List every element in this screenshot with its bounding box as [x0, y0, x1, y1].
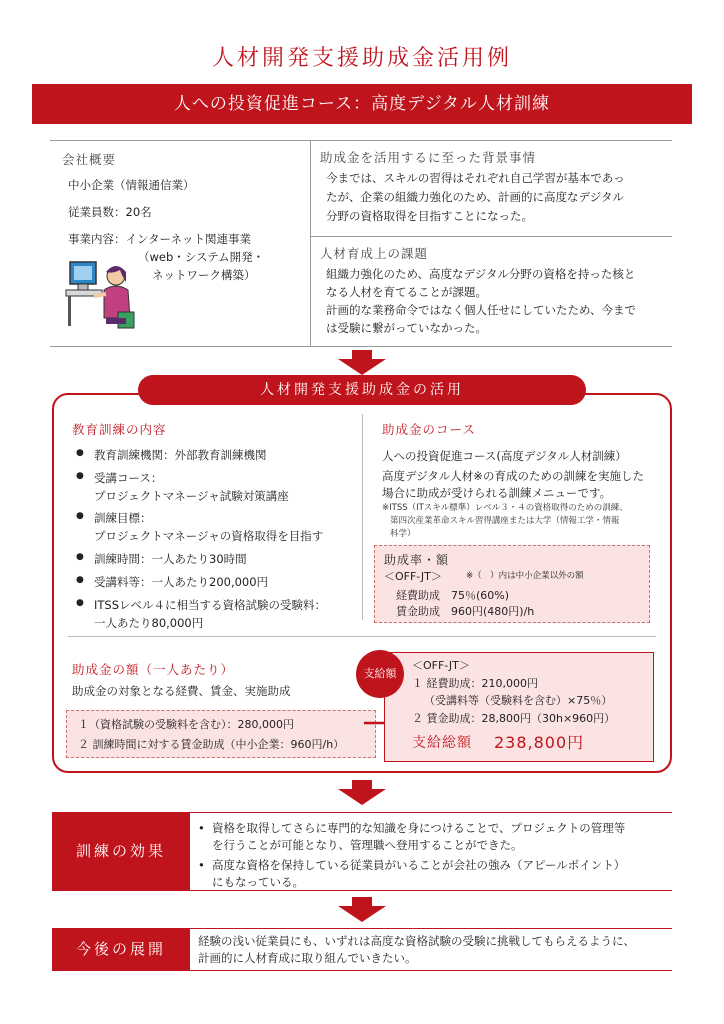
- future-line-2: 計画的に人材育成に取り組んでいきたい。: [198, 951, 417, 965]
- course-note-1: ※ITSS（ITスキル標準）レベル３・４の資格取得のための訓練、: [382, 503, 628, 513]
- usage-pill: 人材開発支援助成金の活用: [138, 375, 586, 405]
- payment-total-value: 238,800円: [494, 733, 585, 752]
- training-list: [76, 447, 356, 632]
- page-title: 人材開発支援助成金活用例: [211, 46, 512, 71]
- training-item: ● ITSSレベル４に相当する資格試験の受験料：: [76, 597, 356, 615]
- column-divider: [310, 140, 311, 346]
- person-at-computer-icon: [64, 256, 138, 332]
- amount-line-2: ２ 訓練時間に対する賃金助成（中小企業：960円/h）: [78, 738, 345, 751]
- amount-heading: 助成金の額（一人あたり）: [72, 662, 235, 677]
- amount-line-1: １（資格試験の受験料を含む）：280,000円: [78, 718, 294, 731]
- future-bottom-line: [52, 970, 672, 971]
- issues-text-2: なる人材を育てることが課題。: [326, 285, 487, 299]
- down-arrow-head: [338, 789, 386, 805]
- down-arrow-head: [338, 906, 386, 922]
- training-heading: 教育訓練の内容: [72, 422, 167, 437]
- course-note-3: 科学）: [390, 529, 416, 539]
- bottom-divider: [50, 346, 672, 347]
- effect-top-line: [52, 812, 672, 813]
- effect-item-1: • 資格を取得してさらに専門的な知識を身につけることで、プロジェクトの管理等: [196, 820, 670, 837]
- right-divider: [311, 236, 672, 237]
- rate-offjt: ＜OFF-JT＞: [384, 570, 442, 583]
- course-name: 人への投資促進コース(高度デジタル人材訓練）: [382, 449, 627, 463]
- training-item-cont: 一人あたり80,000円: [94, 615, 204, 630]
- rate-wage: 賃金助成 960円(480円)/h: [396, 605, 535, 618]
- course-heading: 助成金のコース: [382, 422, 476, 437]
- future-text: [198, 933, 635, 967]
- background-heading: 助成金を活用するに至った背景事情: [320, 150, 537, 165]
- issues-text-4: は受験に繋がっていなかった。: [326, 321, 487, 335]
- training-item: ● 教育訓練機関：外部教育訓練機関: [76, 447, 356, 465]
- payment-line-2: （受講料等（受験料を含む）×75％）: [424, 694, 613, 707]
- payment-line-3: ２ 賃金助成：28,800円（30h×960円）: [412, 712, 616, 725]
- down-arrow-head: [338, 359, 386, 375]
- payment-total-label: 支給総額: [412, 735, 472, 751]
- company-size: 中小企業（情報通信業）: [68, 178, 195, 192]
- usage-column-divider: [362, 414, 363, 620]
- background-text-1: 今までは、スキルの習得はそれぞれ自己学習が基本であっ: [326, 171, 625, 185]
- top-divider: [50, 140, 672, 141]
- effect-label: 訓練の効果: [52, 812, 190, 890]
- payment-badge: 支給額: [356, 650, 404, 698]
- effect-item-1-cont: を行うことが可能となり、管理職へ登用することができた。: [212, 838, 523, 852]
- training-item: ● 訓練時間：一人あたり30時間: [76, 551, 356, 569]
- company-heading: 会社概要: [62, 152, 117, 167]
- amount-sub: 助成金の対象となる経費、賃金、実施助成: [72, 684, 291, 698]
- training-item-cont: プロジェクトマネージャ試験対策講座: [94, 488, 289, 503]
- course-desc-2: 場合に助成が受けられる訓練メニューです。: [382, 486, 612, 500]
- future-label: 今後の展開: [52, 928, 190, 970]
- company-business: 事業内容：インターネット関連事業: [68, 232, 251, 246]
- background-text-3: 分野の資格取得を目指すことになった。: [326, 209, 533, 223]
- rate-note: ※（ ）内は中小企業以外の額: [466, 571, 584, 581]
- training-item: ● 受講コース：: [76, 470, 356, 488]
- payment-line-1: １ 経費助成：210,000円: [412, 677, 538, 690]
- effect-item-2-cont: にもなっている。: [212, 875, 304, 889]
- background-text-2: たが、企業の組織力強化のため、計画的に高度なデジタル: [326, 190, 624, 204]
- training-item-cont: プロジェクトマネージャの資格取得を目指す: [94, 529, 324, 544]
- rate-heading: 助成率・額: [384, 553, 450, 567]
- issues-text-3: 計画的な業務命令ではなく個人任せにしていたため、今まで: [326, 303, 637, 317]
- rate-cost: 経費助成 75％(60%): [396, 589, 510, 602]
- training-item: ● 受講料等：一人あたり200,000円: [76, 574, 356, 592]
- issues-text-1: 組織力強化のため、高度なデジタル分野の資格を持った核と: [326, 267, 636, 281]
- training-item: ● 訓練目標：: [76, 510, 356, 528]
- course-banner: 人への投資促進コース：高度デジタル人材訓練: [32, 84, 692, 124]
- effect-list: [196, 820, 670, 891]
- company-employees: 従業員数：20名: [68, 205, 152, 219]
- issues-heading: 人材育成上の課題: [320, 246, 429, 261]
- payment-offjt: ＜OFF-JT＞: [412, 659, 470, 672]
- course-desc-1: 高度デジタル人材※の育成のための訓練を実施した: [382, 469, 644, 483]
- course-note: [382, 502, 628, 541]
- course-note-2: 第四次産業革命スキル習得講座または大学（情報工学・情報: [390, 516, 620, 526]
- future-top-line: [52, 928, 672, 929]
- future-line-1: 経験の浅い従業員にも、いずれは高度な資格試験の受験に挑戦してもらえるように、: [198, 934, 635, 948]
- company-business-3: ネットワーク構築）: [152, 268, 256, 282]
- effect-item-2: • 高度な資格を保持している従業員がいることが会社の強み（アピールポイント）: [196, 857, 670, 874]
- usage-row-divider: [68, 636, 656, 637]
- company-business-2: （web・システム開発・: [138, 250, 265, 264]
